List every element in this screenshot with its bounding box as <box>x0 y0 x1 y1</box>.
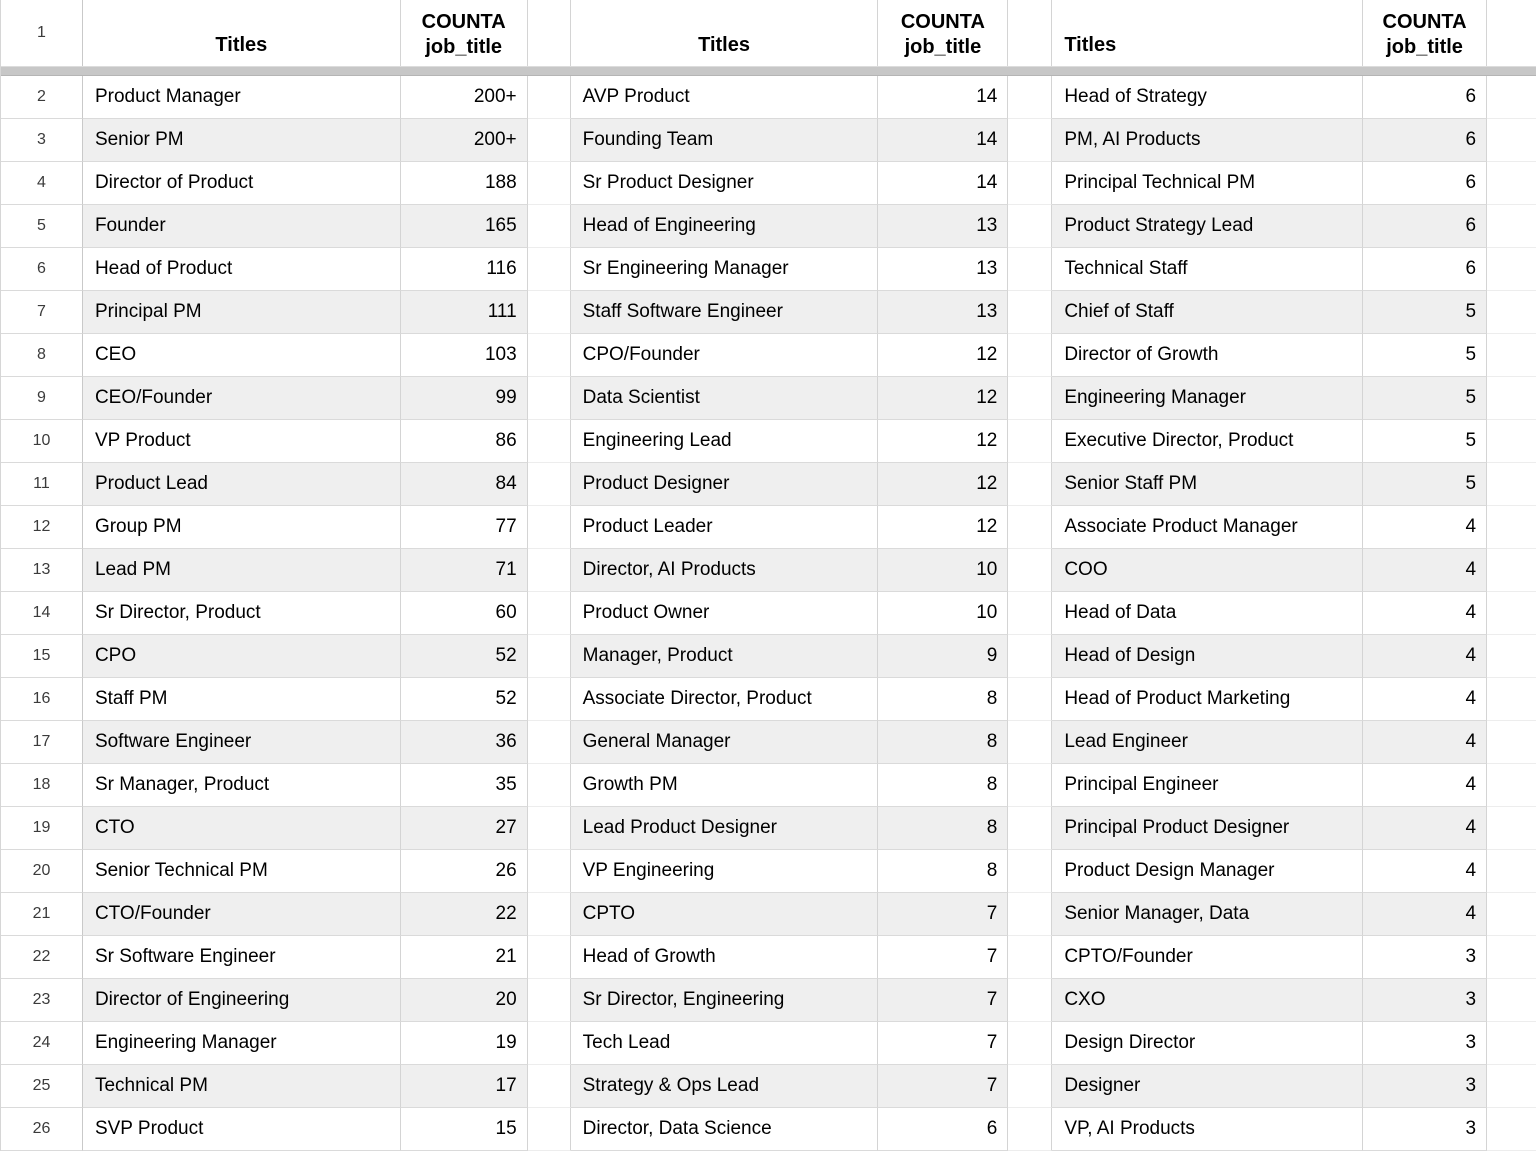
spacer-cell[interactable] <box>528 506 571 549</box>
title-cell-group3[interactable]: CPTO/Founder <box>1052 936 1363 979</box>
title-cell-group3[interactable]: Principal Technical PM <box>1052 162 1363 205</box>
count-cell-group2[interactable]: 12 <box>878 420 1008 463</box>
spacer-cell[interactable] <box>1008 635 1052 678</box>
count-cell-group1[interactable]: 200+ <box>401 119 528 162</box>
row-number[interactable]: 6 <box>1 248 83 291</box>
table-row <box>1 936 1536 979</box>
count-cell-group2[interactable]: 8 <box>878 850 1008 893</box>
table-row <box>1 592 1536 635</box>
title-cell-group1[interactable]: Sr Director, Product <box>83 592 401 635</box>
spacer-cell[interactable] <box>1008 0 1052 66</box>
row-number[interactable]: 20 <box>1 850 83 893</box>
title-cell-group3[interactable]: Principal Engineer <box>1052 764 1363 807</box>
table-row <box>1 119 1536 162</box>
title-cell-group3[interactable]: Technical Staff <box>1052 248 1363 291</box>
row-number[interactable]: 24 <box>1 1022 83 1065</box>
title-cell-group1[interactable]: CEO <box>83 334 401 377</box>
count-cell-group1[interactable]: 60 <box>401 592 528 635</box>
spacer-cell[interactable] <box>1487 678 1536 721</box>
count-cell-group2[interactable]: 6 <box>878 1108 1008 1151</box>
table-row <box>1 463 1536 506</box>
spacer-cell[interactable] <box>1008 1108 1052 1151</box>
count-cell-group3[interactable]: 4 <box>1363 506 1487 549</box>
header-row <box>1 0 1536 66</box>
count-cell-group1[interactable]: 15 <box>401 1108 528 1151</box>
table-row <box>1 764 1536 807</box>
title-cell-group3[interactable]: COO <box>1052 549 1363 592</box>
count-cell-group1[interactable]: 22 <box>401 893 528 936</box>
count-cell-group1[interactable]: 52 <box>401 635 528 678</box>
count-cell-group3[interactable]: 4 <box>1363 764 1487 807</box>
count-cell-group3[interactable]: 3 <box>1363 936 1487 979</box>
title-cell-group2[interactable]: Lead Product Designer <box>571 807 879 850</box>
count-cell-group2[interactable]: 12 <box>878 334 1008 377</box>
spacer-cell[interactable] <box>1487 721 1536 764</box>
count-cell-group3[interactable]: 4 <box>1363 721 1487 764</box>
spacer-cell[interactable] <box>528 0 571 66</box>
spacer-cell[interactable] <box>528 248 571 291</box>
spacer-cell[interactable] <box>528 76 571 119</box>
count-cell-group1[interactable]: 77 <box>401 506 528 549</box>
count-cell-group2[interactable]: 14 <box>878 76 1008 119</box>
count-cell-group3[interactable]: 3 <box>1363 1108 1487 1151</box>
spacer-cell[interactable] <box>1487 291 1536 334</box>
title-cell-group3[interactable]: Executive Director, Product <box>1052 420 1363 463</box>
count-cell-group2[interactable]: 7 <box>878 1065 1008 1108</box>
title-cell-group1[interactable]: Principal PM <box>83 291 401 334</box>
title-cell-group3[interactable]: Design Director <box>1052 1022 1363 1065</box>
title-cell-group1[interactable]: CEO/Founder <box>83 377 401 420</box>
spacer-cell[interactable] <box>528 764 571 807</box>
count-cell-group3[interactable]: 5 <box>1363 377 1487 420</box>
count-cell-group3[interactable]: 4 <box>1363 850 1487 893</box>
row-number[interactable]: 9 <box>1 377 83 420</box>
spacer-cell[interactable] <box>1487 893 1536 936</box>
title-cell-group3[interactable]: Senior Manager, Data <box>1052 893 1363 936</box>
title-cell-group3[interactable]: Senior Staff PM <box>1052 463 1363 506</box>
spacer-cell[interactable] <box>528 807 571 850</box>
counta-header-1[interactable] <box>401 0 528 66</box>
count-cell-group1[interactable]: 188 <box>401 162 528 205</box>
spacer-cell[interactable] <box>1008 549 1052 592</box>
spacer-cell[interactable] <box>1008 893 1052 936</box>
title-cell-group1[interactable]: CTO/Founder <box>83 893 401 936</box>
spacer-cell[interactable] <box>528 463 571 506</box>
count-cell-group3[interactable]: 6 <box>1363 205 1487 248</box>
count-cell-group1[interactable]: 52 <box>401 678 528 721</box>
title-cell-group2[interactable]: Head of Growth <box>571 936 879 979</box>
title-cell-group3[interactable]: Product Strategy Lead <box>1052 205 1363 248</box>
title-cell-group1[interactable]: VP Product <box>83 420 401 463</box>
spacer-cell[interactable] <box>528 1022 571 1065</box>
spacer-cell[interactable] <box>1008 334 1052 377</box>
spacer-cell[interactable] <box>1008 1065 1052 1108</box>
spacer-cell[interactable] <box>1008 377 1052 420</box>
count-cell-group3[interactable]: 3 <box>1363 979 1487 1022</box>
table-row <box>1 334 1536 377</box>
title-cell-group2[interactable]: Associate Director, Product <box>571 678 879 721</box>
count-cell-group3[interactable]: 4 <box>1363 549 1487 592</box>
count-cell-group3[interactable]: 6 <box>1363 248 1487 291</box>
title-cell-group1[interactable]: Founder <box>83 205 401 248</box>
title-cell-group2[interactable]: VP Engineering <box>571 850 879 893</box>
spacer-cell[interactable] <box>528 1065 571 1108</box>
counta-header-line: COUNTA <box>1382 11 1467 33</box>
table-row <box>1 420 1536 463</box>
title-cell-group2[interactable]: Director, Data Science <box>571 1108 879 1151</box>
spacer-cell[interactable] <box>1008 592 1052 635</box>
title-cell-group1[interactable]: Engineering Manager <box>83 1022 401 1065</box>
count-cell-group3[interactable]: 3 <box>1363 1065 1487 1108</box>
spacer-cell[interactable] <box>1487 764 1536 807</box>
table-row <box>1 1108 1536 1151</box>
spacer-cell[interactable] <box>1008 162 1052 205</box>
spacer-cell[interactable] <box>1487 1108 1536 1151</box>
table-row <box>1 248 1536 291</box>
titles-header-2[interactable]: Titles <box>571 0 879 66</box>
title-cell-group2[interactable]: Sr Director, Engineering <box>571 979 879 1022</box>
title-cell-group1[interactable]: Software Engineer <box>83 721 401 764</box>
spacer-cell[interactable] <box>1008 979 1052 1022</box>
row-number[interactable]: 1 <box>1 0 83 66</box>
count-cell-group1[interactable]: 86 <box>401 420 528 463</box>
count-cell-group2[interactable]: 10 <box>878 592 1008 635</box>
spacer-cell[interactable] <box>1487 506 1536 549</box>
count-cell-group1[interactable]: 200+ <box>401 76 528 119</box>
count-cell-group2[interactable]: 8 <box>878 807 1008 850</box>
title-cell-group1[interactable]: CTO <box>83 807 401 850</box>
title-cell-group1[interactable]: Lead PM <box>83 549 401 592</box>
title-cell-group1[interactable]: Staff PM <box>83 678 401 721</box>
row-number[interactable]: 8 <box>1 334 83 377</box>
count-cell-group2[interactable]: 13 <box>878 205 1008 248</box>
table-row <box>1 291 1536 334</box>
title-cell-group1[interactable]: Product Lead <box>83 463 401 506</box>
row-number[interactable]: 17 <box>1 721 83 764</box>
table-row <box>1 721 1536 764</box>
spacer-cell[interactable] <box>1008 1022 1052 1065</box>
count-cell-group2[interactable]: 7 <box>878 936 1008 979</box>
title-cell-group1[interactable]: CPO <box>83 635 401 678</box>
title-cell-group2[interactable]: Product Leader <box>571 506 879 549</box>
count-cell-group1[interactable]: 71 <box>401 549 528 592</box>
count-cell-group3[interactable]: 4 <box>1363 893 1487 936</box>
title-cell-group2[interactable]: General Manager <box>571 721 879 764</box>
spacer-cell[interactable] <box>1008 291 1052 334</box>
row-number[interactable]: 2 <box>1 76 83 119</box>
title-cell-group1[interactable]: Sr Manager, Product <box>83 764 401 807</box>
count-cell-group2[interactable]: 10 <box>878 549 1008 592</box>
title-cell-group2[interactable]: Engineering Lead <box>571 420 879 463</box>
spacer-cell[interactable] <box>1008 506 1052 549</box>
spacer-cell[interactable] <box>1008 764 1052 807</box>
spacer-cell[interactable] <box>528 1108 571 1151</box>
title-cell-group1[interactable]: Director of Engineering <box>83 979 401 1022</box>
title-cell-group2[interactable]: Product Owner <box>571 592 879 635</box>
table-row <box>1 850 1536 893</box>
title-cell-group2[interactable]: Sr Product Designer <box>571 162 879 205</box>
count-cell-group1[interactable]: 26 <box>401 850 528 893</box>
count-cell-group3[interactable]: 4 <box>1363 807 1487 850</box>
title-cell-group3[interactable]: Lead Engineer <box>1052 721 1363 764</box>
count-cell-group1[interactable]: 35 <box>401 764 528 807</box>
table-row <box>1 1065 1536 1108</box>
title-cell-group1[interactable]: Senior Technical PM <box>83 850 401 893</box>
row-number[interactable]: 25 <box>1 1065 83 1108</box>
spacer-cell[interactable] <box>1008 807 1052 850</box>
title-cell-group1[interactable]: Senior PM <box>83 119 401 162</box>
title-cell-group2[interactable]: Founding Team <box>571 119 879 162</box>
count-cell-group2[interactable]: 13 <box>878 291 1008 334</box>
title-cell-group2[interactable]: Tech Lead <box>571 1022 879 1065</box>
count-cell-group3[interactable]: 5 <box>1363 420 1487 463</box>
count-cell-group2[interactable]: 12 <box>878 506 1008 549</box>
row-number[interactable]: 23 <box>1 979 83 1022</box>
title-cell-group3[interactable]: Chief of Staff <box>1052 291 1363 334</box>
count-cell-group3[interactable]: 6 <box>1363 119 1487 162</box>
count-cell-group1[interactable]: 116 <box>401 248 528 291</box>
row-number[interactable]: 14 <box>1 592 83 635</box>
sheet-body <box>1 76 1536 1151</box>
title-cell-group3[interactable]: Head of Product Marketing <box>1052 678 1363 721</box>
row-number[interactable]: 10 <box>1 420 83 463</box>
spacer-cell[interactable] <box>528 119 571 162</box>
count-cell-group3[interactable]: 5 <box>1363 291 1487 334</box>
count-cell-group1[interactable]: 19 <box>401 1022 528 1065</box>
count-cell-group3[interactable]: 4 <box>1363 678 1487 721</box>
row-number[interactable]: 11 <box>1 463 83 506</box>
spacer-cell[interactable] <box>528 936 571 979</box>
titles-header-3[interactable]: Titles <box>1052 0 1363 66</box>
table-row <box>1 807 1536 850</box>
title-cell-group3[interactable]: VP, AI Products <box>1052 1108 1363 1151</box>
spacer-cell[interactable] <box>1008 721 1052 764</box>
title-cell-group2[interactable]: CPTO <box>571 893 879 936</box>
title-cell-group2[interactable]: Head of Engineering <box>571 205 879 248</box>
count-cell-group2[interactable]: 8 <box>878 721 1008 764</box>
counta-header-3[interactable] <box>1363 0 1487 66</box>
spacer-cell[interactable] <box>528 291 571 334</box>
spacer-cell[interactable] <box>528 721 571 764</box>
title-cell-group1[interactable]: Director of Product <box>83 162 401 205</box>
count-cell-group3[interactable]: 5 <box>1363 334 1487 377</box>
spacer-cell[interactable] <box>1008 463 1052 506</box>
title-cell-group2[interactable]: Sr Engineering Manager <box>571 248 879 291</box>
spacer-cell[interactable] <box>1487 377 1536 420</box>
count-cell-group2[interactable]: 12 <box>878 463 1008 506</box>
spacer-cell[interactable] <box>1487 1022 1536 1065</box>
spacer-cell[interactable] <box>1487 420 1536 463</box>
spacer-cell[interactable] <box>1008 420 1052 463</box>
title-cell-group1[interactable]: Sr Software Engineer <box>83 936 401 979</box>
table-row <box>1 1022 1536 1065</box>
spacer-cell[interactable] <box>1487 936 1536 979</box>
spacer-cell[interactable] <box>528 205 571 248</box>
title-cell-group3[interactable]: Designer <box>1052 1065 1363 1108</box>
count-cell-group3[interactable]: 4 <box>1363 635 1487 678</box>
count-cell-group2[interactable]: 14 <box>878 119 1008 162</box>
spacer-cell[interactable] <box>1487 850 1536 893</box>
title-cell-group2[interactable]: Staff Software Engineer <box>571 291 879 334</box>
spacer-cell[interactable] <box>528 334 571 377</box>
title-cell-group3[interactable]: Product Design Manager <box>1052 850 1363 893</box>
spacer-cell[interactable] <box>1008 678 1052 721</box>
spacer-cell[interactable] <box>528 678 571 721</box>
title-cell-group3[interactable]: PM, AI Products <box>1052 119 1363 162</box>
row-number[interactable]: 12 <box>1 506 83 549</box>
title-cell-group1[interactable]: Product Manager <box>83 76 401 119</box>
spacer-cell[interactable] <box>528 549 571 592</box>
count-cell-group2[interactable]: 7 <box>878 893 1008 936</box>
spacer-cell[interactable] <box>528 420 571 463</box>
title-cell-group1[interactable]: Technical PM <box>83 1065 401 1108</box>
table-row <box>1 979 1536 1022</box>
spacer-cell[interactable] <box>1487 162 1536 205</box>
count-cell-group2[interactable]: 12 <box>878 377 1008 420</box>
title-cell-group3[interactable]: CXO <box>1052 979 1363 1022</box>
frozen-row-divider <box>1 66 1536 76</box>
title-cell-group3[interactable]: Head of Design <box>1052 635 1363 678</box>
row-number[interactable]: 3 <box>1 119 83 162</box>
spacer-cell[interactable] <box>1487 205 1536 248</box>
spacer-cell[interactable] <box>1487 334 1536 377</box>
title-cell-group2[interactable]: CPO/Founder <box>571 334 879 377</box>
spacer-cell[interactable] <box>1487 119 1536 162</box>
count-cell-group1[interactable]: 111 <box>401 291 528 334</box>
spacer-cell[interactable] <box>1008 205 1052 248</box>
count-cell-group1[interactable]: 36 <box>401 721 528 764</box>
row-number[interactable]: 5 <box>1 205 83 248</box>
counta-header-line: job_title <box>425 36 503 58</box>
title-cell-group1[interactable]: Group PM <box>83 506 401 549</box>
spacer-cell[interactable] <box>1487 463 1536 506</box>
title-cell-group1[interactable]: SVP Product <box>83 1108 401 1151</box>
count-cell-group3[interactable]: 4 <box>1363 592 1487 635</box>
spacer-cell[interactable] <box>1487 807 1536 850</box>
row-number[interactable]: 21 <box>1 893 83 936</box>
count-cell-group2[interactable]: 7 <box>878 1022 1008 1065</box>
count-cell-group3[interactable]: 3 <box>1363 1022 1487 1065</box>
table-row <box>1 162 1536 205</box>
counta-header-line: COUNTA <box>900 11 985 33</box>
spacer-cell[interactable] <box>1008 850 1052 893</box>
count-cell-group2[interactable]: 14 <box>878 162 1008 205</box>
title-cell-group1[interactable]: Head of Product <box>83 248 401 291</box>
spacer-cell[interactable] <box>528 162 571 205</box>
title-cell-group2[interactable]: AVP Product <box>571 76 879 119</box>
titles-header-1[interactable]: Titles <box>83 0 401 66</box>
title-cell-group3[interactable]: Head of Strategy <box>1052 76 1363 119</box>
spacer-cell[interactable] <box>1487 635 1536 678</box>
spacer-cell[interactable] <box>1487 248 1536 291</box>
title-cell-group3[interactable]: Head of Data <box>1052 592 1363 635</box>
row-number[interactable]: 16 <box>1 678 83 721</box>
spacer-cell[interactable] <box>1008 936 1052 979</box>
row-number[interactable]: 19 <box>1 807 83 850</box>
count-cell-group1[interactable]: 99 <box>401 377 528 420</box>
row-number[interactable]: 13 <box>1 549 83 592</box>
title-cell-group2[interactable]: Director, AI Products <box>571 549 879 592</box>
count-cell-group2[interactable]: 9 <box>878 635 1008 678</box>
spacer-cell[interactable] <box>1008 76 1052 119</box>
spacer-cell[interactable] <box>528 377 571 420</box>
table-row <box>1 76 1536 119</box>
count-cell-group1[interactable]: 17 <box>401 1065 528 1108</box>
count-cell-group2[interactable]: 7 <box>878 979 1008 1022</box>
count-cell-group3[interactable]: 5 <box>1363 463 1487 506</box>
row-number[interactable]: 15 <box>1 635 83 678</box>
title-cell-group2[interactable]: Growth PM <box>571 764 879 807</box>
counta-header-line: job_title <box>1386 36 1463 58</box>
spacer-cell[interactable] <box>528 635 571 678</box>
row-number[interactable]: 7 <box>1 291 83 334</box>
spacer-cell[interactable] <box>1487 76 1536 119</box>
title-cell-group2[interactable]: Data Scientist <box>571 377 879 420</box>
count-cell-group2[interactable]: 8 <box>878 678 1008 721</box>
table-row <box>1 377 1536 420</box>
spacer-cell[interactable] <box>528 979 571 1022</box>
spacer-cell[interactable] <box>528 592 571 635</box>
count-cell-group1[interactable]: 20 <box>401 979 528 1022</box>
row-number[interactable]: 22 <box>1 936 83 979</box>
row-number[interactable]: 26 <box>1 1108 83 1151</box>
spacer-cell[interactable] <box>528 893 571 936</box>
table-row <box>1 549 1536 592</box>
count-cell-group1[interactable]: 84 <box>401 463 528 506</box>
counta-header-2[interactable] <box>878 0 1008 66</box>
count-cell-group3[interactable]: 6 <box>1363 162 1487 205</box>
title-cell-group2[interactable]: Strategy & Ops Lead <box>571 1065 879 1108</box>
table-row <box>1 506 1536 549</box>
row-number[interactable]: 4 <box>1 162 83 205</box>
counta-header-line: job_title <box>904 36 982 58</box>
table-row <box>1 678 1536 721</box>
spacer-cell[interactable] <box>1487 0 1536 66</box>
spacer-cell[interactable] <box>1008 119 1052 162</box>
count-cell-group2[interactable]: 13 <box>878 248 1008 291</box>
spacer-cell[interactable] <box>1487 1065 1536 1108</box>
spacer-cell[interactable] <box>1487 549 1536 592</box>
title-cell-group3[interactable]: Principal Product Designer <box>1052 807 1363 850</box>
spacer-cell[interactable] <box>1008 248 1052 291</box>
table-row <box>1 893 1536 936</box>
spacer-cell[interactable] <box>1487 592 1536 635</box>
count-cell-group2[interactable]: 8 <box>878 764 1008 807</box>
counta-header-line: COUNTA <box>421 11 506 33</box>
count-cell-group1[interactable]: 103 <box>401 334 528 377</box>
title-cell-group3[interactable]: Engineering Manager <box>1052 377 1363 420</box>
table-row <box>1 205 1536 248</box>
count-cell-group1[interactable]: 165 <box>401 205 528 248</box>
title-cell-group2[interactable]: Manager, Product <box>571 635 879 678</box>
count-cell-group1[interactable]: 21 <box>401 936 528 979</box>
spacer-cell[interactable] <box>1487 979 1536 1022</box>
table-row <box>1 635 1536 678</box>
spacer-cell[interactable] <box>528 850 571 893</box>
row-number[interactable]: 18 <box>1 764 83 807</box>
title-cell-group2[interactable]: Product Designer <box>571 463 879 506</box>
count-cell-group3[interactable]: 6 <box>1363 76 1487 119</box>
count-cell-group1[interactable]: 27 <box>401 807 528 850</box>
title-cell-group3[interactable]: Associate Product Manager <box>1052 506 1363 549</box>
title-cell-group3[interactable]: Director of Growth <box>1052 334 1363 377</box>
